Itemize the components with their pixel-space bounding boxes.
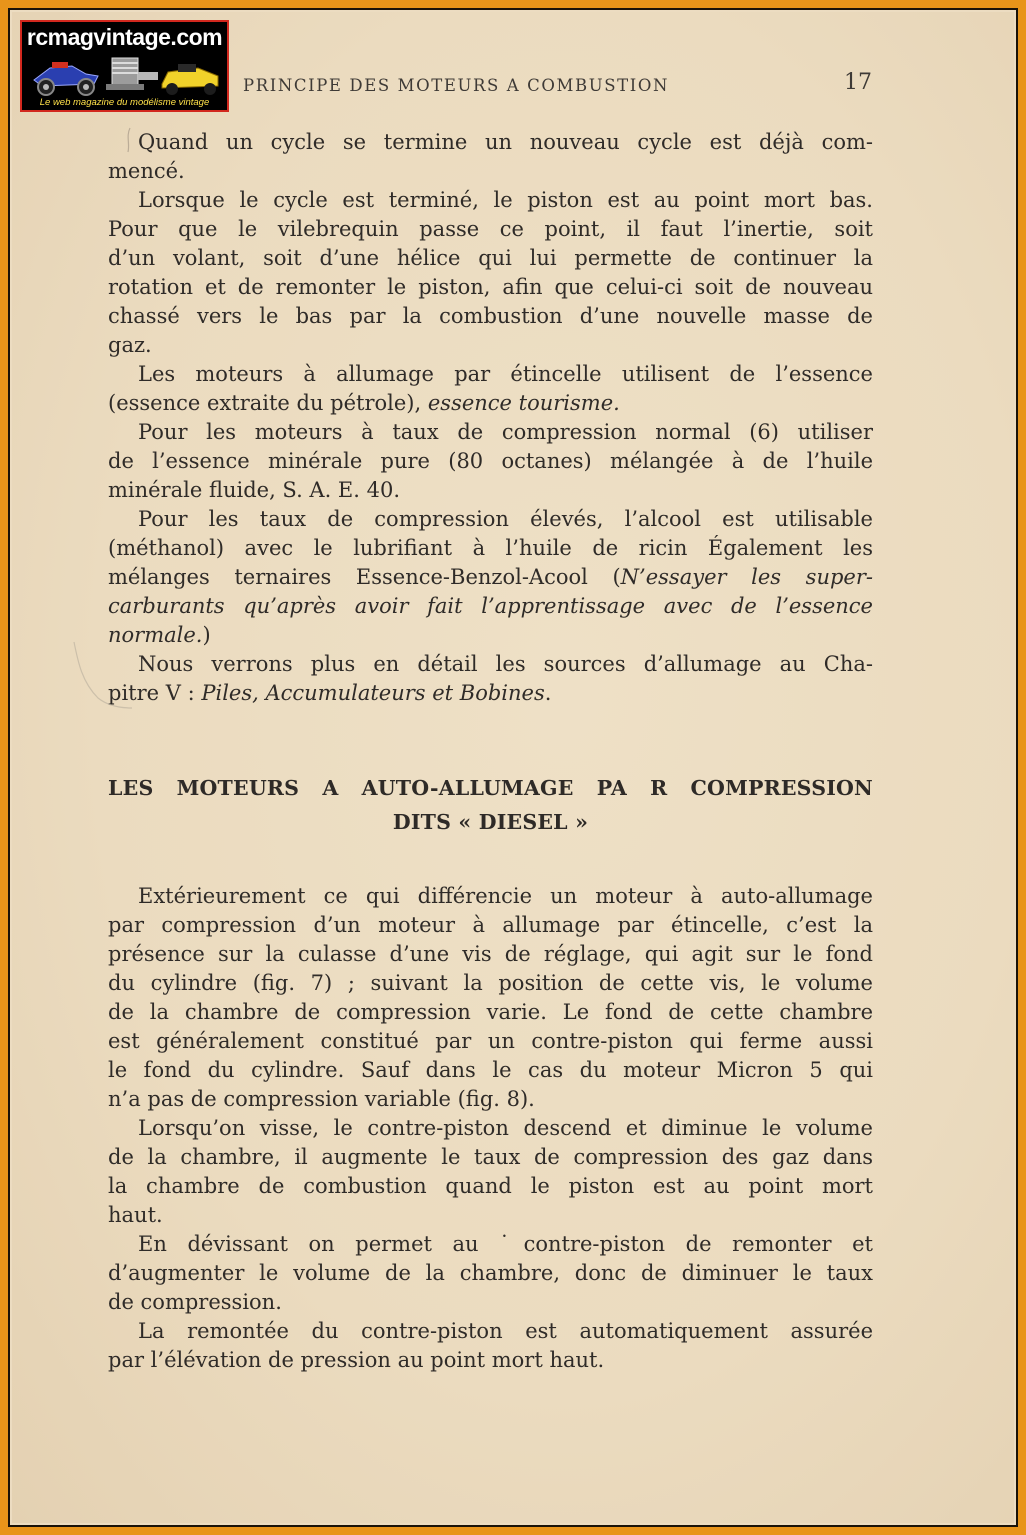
page-number: 17	[844, 70, 872, 95]
section-2-text	[108, 882, 873, 1375]
text-line: normale.)	[108, 623, 211, 647]
text-line: gaz.	[108, 333, 152, 357]
text-line: Lorsque le cycle est terminé, le piston est au point mort bas.	[138, 188, 873, 212]
logo-tagline: Le web magazine du modélisme vintage	[39, 97, 210, 108]
running-head: PRINCIPE DES MOTEURS A COMBUSTION	[243, 76, 670, 95]
text-line: de compression.	[108, 1290, 282, 1314]
section-heading-line-1: LES MOTEURS A AUTO-ALLUMAGE PA R COMPRESSION	[108, 776, 873, 800]
text-line: pitre V : Piles, Accumulateurs et Bobines.	[108, 681, 552, 705]
book-page	[12, 12, 1014, 1523]
text-line: Lorsqu’on visse, le contre-piston descend et diminue le volume	[138, 1116, 873, 1140]
text-line: le fond du cylindre. Sauf dans le cas du moteur Micron 5 qui	[108, 1058, 873, 1082]
logo-models-icon	[28, 54, 222, 98]
text-line: est généralement constitué par un contre-piston qui ferme aussi	[108, 1029, 873, 1053]
engine-icon	[106, 58, 158, 90]
text-line: Pour les taux de compression élevés, l’alcool est utilisable	[138, 507, 873, 531]
section-heading-line-2: DITS « DIESEL »	[392, 810, 589, 834]
text-line: présence sur la culasse d’une vis de réglage, qui agit sur le fond	[108, 942, 873, 966]
logo-title: rcmagvintage.com	[26, 24, 223, 50]
text-line: Les moteurs à allumage par étincelle utilisent de l’essence	[138, 362, 873, 386]
buggy-icon	[34, 62, 98, 95]
text-line: n’a pas de compression variable (fig. 8).	[108, 1087, 535, 1111]
text-line: par compression d’un moteur à allumage par étincelle, c’est la	[108, 913, 873, 937]
text-line: La remontée du contre-piston est automatiquement assurée	[138, 1319, 873, 1343]
text-line: Quand un cycle se termine un nouveau cycle est déjà com-	[138, 130, 873, 154]
text-line: d’un volant, soit d’une hélice qui lui permette de continuer la	[108, 246, 873, 270]
text-line: par l’élévation de pression au point mort haut.	[108, 1348, 605, 1372]
text-line: de l’essence minérale pure (80 octanes) mélangée à de l’huile	[108, 449, 873, 473]
text-line: Pour les moteurs à taux de compression normal (6) utiliser	[138, 420, 873, 444]
text-line: la chambre de combustion quand le piston est au point mort	[108, 1174, 873, 1198]
page-border	[8, 8, 1018, 1527]
text-line: En dévissant on permet au ˙contre-piston de remonter et	[138, 1232, 873, 1256]
text-line: d’augmenter le volume de la chambre, donc de diminuer le taux	[108, 1261, 873, 1285]
section-1-text	[108, 128, 873, 708]
site-logo[interactable]	[20, 20, 229, 112]
text-line: chassé vers le bas par la combustion d’une nouvelle masse de	[108, 304, 873, 328]
text-line: (méthanol) avec le lubrifiant à l’huile de ricin Également les	[108, 536, 873, 560]
text-line: de la chambre de compression varie. Le fond de cette chambre	[108, 1000, 873, 1024]
text-line: minérale fluide, S. A. E. 40.	[108, 478, 401, 502]
text-line: mélanges ternaires Essence-Benzol-Acool (N’essayer les super-	[108, 565, 873, 589]
text-line: mencé.	[108, 159, 185, 183]
text-line: haut.	[108, 1203, 163, 1227]
text-line: Nous verrons plus en détail les sources d’allumage au Cha-	[138, 652, 873, 676]
text-line: Pour que le vilebrequin passe ce point, il faut l’inertie, soit	[108, 217, 873, 241]
text-line: Extérieurement ce qui différencie un moteur à auto-allumage	[138, 884, 873, 908]
text-line: de la chambre, il augmente le taux de compression des gaz dans	[108, 1145, 873, 1169]
text-line: (essence extraite du pétrole), essence tourisme.	[108, 391, 620, 415]
race-car-icon	[162, 64, 218, 95]
text-line: du cylindre (fig. 7) ; suivant la position de cette vis, le volume	[108, 971, 873, 995]
text-line: rotation et de remonter le piston, afin que celui-ci soit de nouveau	[108, 275, 873, 299]
text-line: carburants qu’après avoir fait l’apprentissage avec de l’essence	[108, 594, 873, 618]
